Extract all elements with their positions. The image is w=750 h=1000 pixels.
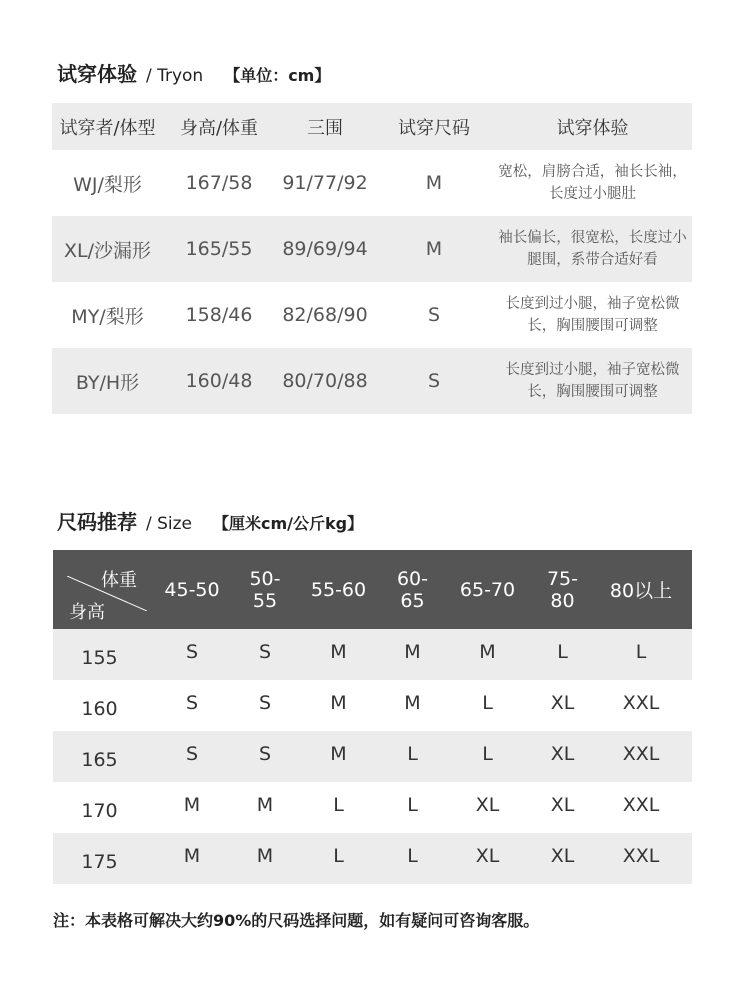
size-row [53, 629, 692, 680]
tryon-cell: 167/58 [185, 172, 253, 194]
size-row [53, 680, 692, 731]
size-unit: 【厘米cm/公斤kg】 [212, 514, 364, 533]
size-cell: XL [475, 793, 500, 816]
tryon-section-title [57, 58, 330, 87]
weight-header-cell: 60-65 [396, 567, 429, 612]
tryon-cell: 91/77/92 [282, 172, 368, 194]
size-cell: L [407, 793, 418, 816]
tryon-unit: 【单位：cm】 [224, 66, 331, 85]
size-cell: M [183, 844, 201, 867]
weight-header-cell: 65-70 [459, 578, 516, 601]
size-header-row [53, 550, 692, 629]
footnote: 注：本表格可解决大约90%的尺码选择问题，如有疑问可咨询客服。 [53, 911, 540, 930]
size-cell: L [333, 844, 344, 867]
tryon-header-cell: 试穿尺码 [398, 117, 470, 139]
size-cell: XL [550, 742, 575, 765]
tryon-cell: 长度到过小腿，袖子宽松微长，胸围腰围可调整 [505, 296, 680, 334]
size-cell: S [185, 640, 199, 663]
size-cell: M [256, 844, 274, 867]
size-cell: M [330, 640, 347, 663]
tryon-cell: 80/70/88 [282, 370, 368, 392]
height-label: 165 [81, 748, 118, 771]
size-cell: XL [550, 691, 575, 714]
height-label: 170 [81, 799, 118, 822]
tryon-title-zh: 试穿体验 [57, 62, 137, 86]
size-cell: L [407, 844, 418, 867]
weight-header-cell: 55-60 [310, 578, 367, 601]
tryon-table [52, 103, 692, 414]
height-label: 175 [81, 850, 118, 873]
weight-header-cell: 75-80 [546, 567, 579, 612]
tryon-cell: S [427, 370, 441, 392]
tryon-cell: 袖长偏长，很宽松，长度过小腿围，系带合适好看 [498, 230, 687, 268]
tryon-cell: 158/46 [185, 304, 253, 326]
size-title-zh: 尺码推荐 [57, 510, 137, 534]
size-cell: XXL [622, 742, 660, 765]
weight-header-cell: 45-50 [164, 578, 220, 601]
corner-height-label: 身高 [69, 602, 105, 623]
tryon-header-row [52, 103, 692, 150]
size-cell: S [185, 691, 199, 714]
tryon-title-en: / Tryon [145, 66, 204, 86]
tryon-header-cell: 试穿者/体型 [59, 117, 156, 139]
tryon-row [52, 348, 692, 414]
size-cell: M [256, 793, 274, 816]
size-cell: XXL [622, 691, 660, 714]
tryon-cell: BY/H形 [75, 371, 140, 394]
size-cell: XXL [622, 844, 660, 867]
size-cell: M [404, 640, 421, 663]
tryon-header-cell: 身高/体重 [179, 117, 259, 139]
size-cell: L [482, 742, 493, 765]
size-cell: XL [550, 844, 575, 867]
size-row [53, 782, 692, 833]
size-cell: S [258, 691, 272, 714]
size-cell: S [258, 742, 272, 765]
corner-weight-label: 体重 [101, 570, 137, 591]
tryon-row [52, 282, 692, 348]
size-cell: S [185, 742, 199, 765]
size-cell: M [479, 640, 496, 663]
size-row [53, 731, 692, 782]
size-cell: M [183, 793, 201, 816]
tryon-row [52, 150, 692, 216]
size-cell: M [404, 691, 421, 714]
tryon-cell: 长度到过小腿，袖子宽松微长，胸围腰围可调整 [505, 362, 680, 400]
tryon-header-cell: 三围 [307, 117, 343, 139]
weight-header-cell: 50-55 [249, 567, 281, 612]
tryon-cell: 160/48 [185, 370, 253, 392]
size-cell: L [482, 691, 493, 714]
size-table [53, 550, 692, 884]
size-corner-cell [53, 550, 146, 629]
size-row [53, 833, 692, 884]
tryon-cell: XL/沙漏形 [63, 239, 151, 262]
height-label: 160 [81, 697, 118, 720]
tryon-cell: M [425, 172, 443, 194]
tryon-cell: S [427, 304, 441, 326]
size-cell: XL [550, 793, 575, 816]
tryon-cell: MY/梨形 [71, 305, 144, 328]
size-cell: S [258, 640, 272, 663]
size-cell: L [333, 793, 344, 816]
tryon-cell: WJ/梨形 [73, 173, 142, 196]
tryon-header-cell: 试穿体验 [556, 117, 629, 139]
size-cell: L [635, 640, 647, 663]
tryon-cell: 宽松，肩膀合适，袖长长袖，长度过小腿肚 [498, 164, 687, 202]
weight-header-cell: 80以上 [609, 580, 673, 602]
tryon-cell: M [425, 238, 443, 260]
size-cell: XXL [622, 793, 660, 816]
tryon-cell: 165/55 [185, 238, 253, 260]
size-cell: M [330, 691, 347, 714]
size-cell: M [330, 742, 347, 765]
size-cell: L [557, 640, 568, 663]
tryon-cell: 82/68/90 [282, 304, 368, 326]
height-label: 155 [81, 646, 118, 669]
size-cell: XL [475, 844, 500, 867]
size-cell: L [407, 742, 418, 765]
tryon-cell: 89/69/94 [282, 238, 368, 260]
tryon-row [52, 216, 692, 282]
size-title-en: / Size [145, 514, 192, 534]
size-section-title [57, 506, 363, 535]
